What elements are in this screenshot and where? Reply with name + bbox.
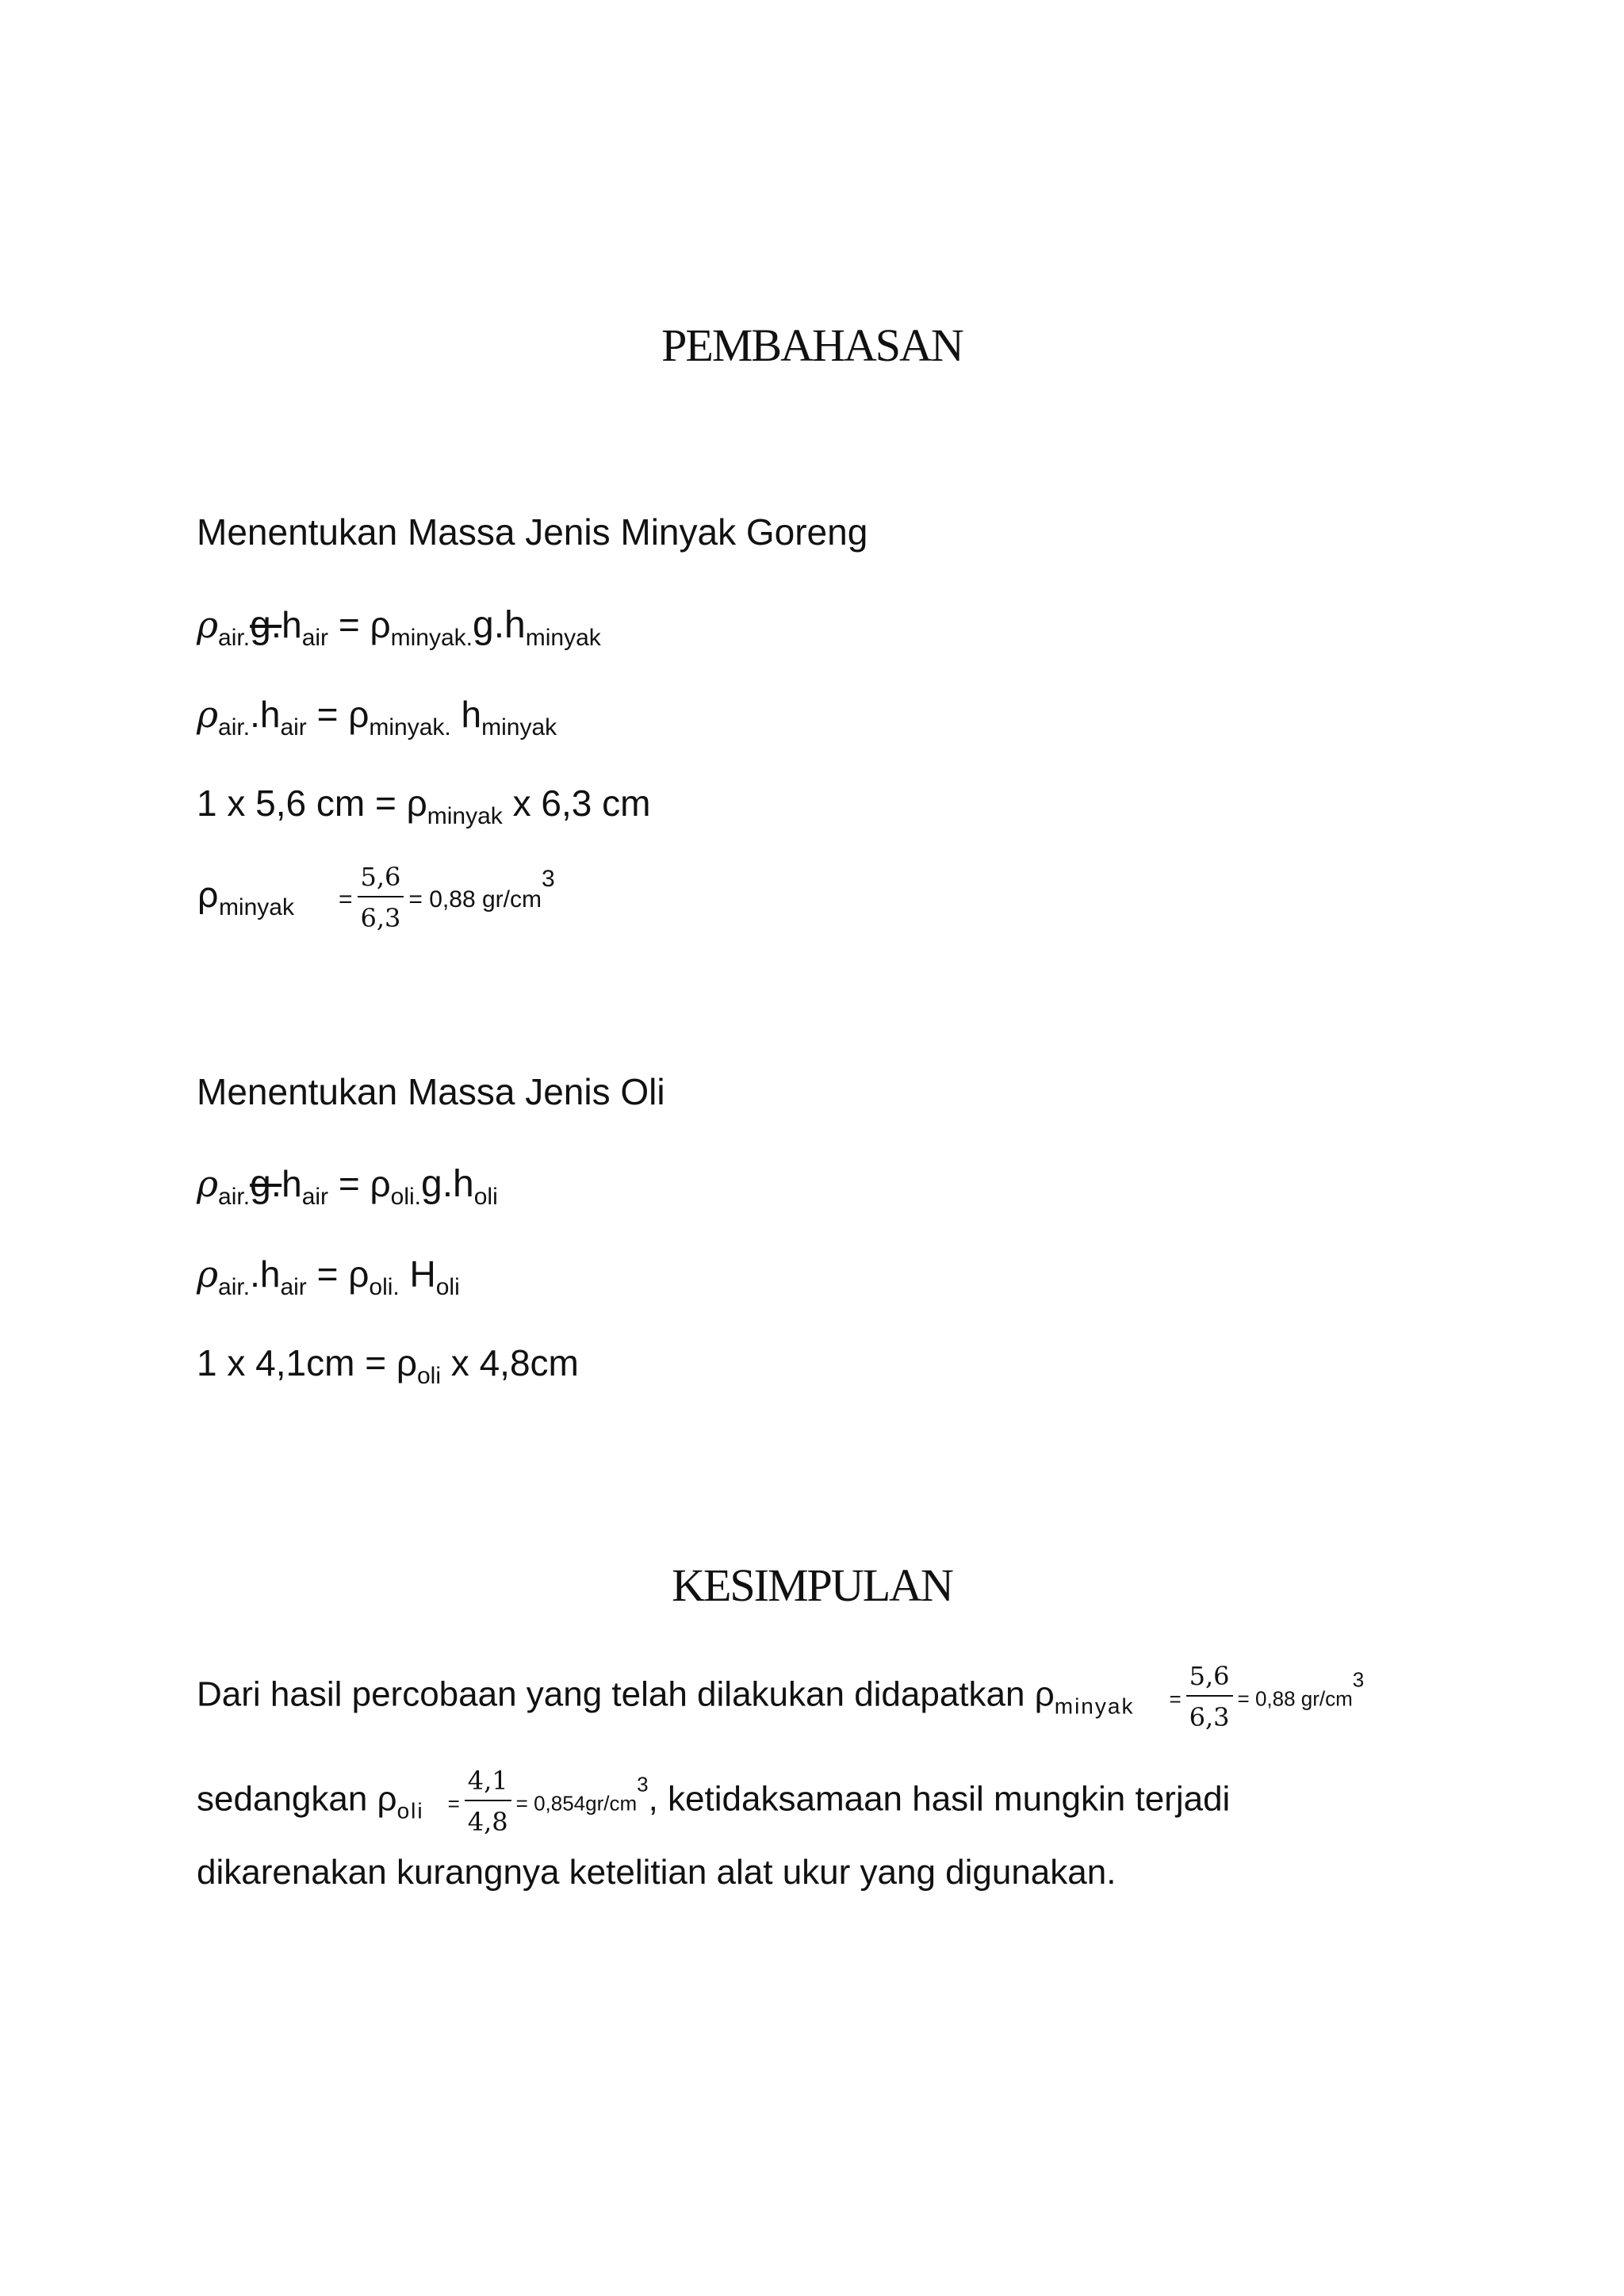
- section-title-pembahasan: PEMBAHASAN: [661, 320, 963, 371]
- conclusion-text: sedangkan ρ: [197, 1779, 397, 1819]
- equals-rho: = ρ: [328, 604, 391, 645]
- subscript: air: [280, 1274, 307, 1300]
- equation-text: x 4,8cm: [441, 1342, 579, 1383]
- exponent: 3: [541, 866, 555, 893]
- numerator: 4,1: [465, 1768, 511, 1801]
- conclusion-line-2: [197, 1768, 1434, 1835]
- equation-oli-3: [197, 1342, 579, 1389]
- cancelled-g: g.: [250, 1163, 282, 1205]
- subscript: oli.: [369, 1274, 400, 1300]
- exponent: 3: [1352, 1667, 1365, 1692]
- subscript: minyak: [1054, 1693, 1135, 1719]
- equals-sign: =: [1169, 1686, 1182, 1711]
- equals-rho: = ρ: [306, 1253, 370, 1295]
- equation-text: 1 x 4,1cm = ρ: [197, 1342, 417, 1383]
- equation-minyak-2: [197, 693, 557, 740]
- subscript: air: [280, 714, 307, 740]
- fraction: [358, 864, 404, 931]
- fraction: [465, 1768, 511, 1835]
- h-symbol: h: [282, 604, 302, 645]
- g-h-symbol: g.h: [473, 604, 526, 646]
- subscript: air.: [218, 714, 251, 740]
- equation-minyak-4: [197, 864, 555, 931]
- conclusion-text: , ketidaksamaan hasil mungkin terjadi: [648, 1779, 1231, 1819]
- equation-minyak-3: [197, 785, 650, 828]
- section-title-kesimpulan: KESIMPULAN: [672, 1559, 952, 1611]
- subscript: air: [301, 1184, 329, 1210]
- numerator: 5,6: [1186, 1663, 1233, 1697]
- equals-sign: =: [447, 1791, 460, 1816]
- rho-symbol: ρ: [197, 1162, 219, 1205]
- conclusion-line-3: dikarenakan kurangnya ketelitian alat ukur yang digunakan.: [197, 1853, 1116, 1892]
- subscript: minyak.: [390, 625, 473, 651]
- equals-rho: = ρ: [306, 694, 370, 735]
- equals-sign: =: [338, 886, 353, 913]
- result: = 0,88 gr/cm: [408, 886, 542, 913]
- subscript: air.: [218, 1184, 251, 1210]
- equation-text: x 6,3 cm: [502, 783, 651, 824]
- conclusion-text: Dari hasil percobaan yang telah dilakukan didapatkan ρ: [197, 1674, 1055, 1714]
- rho-symbol: ρ: [197, 875, 219, 916]
- h-symbol: h: [282, 1163, 302, 1204]
- conclusion-line-1: [197, 1663, 1434, 1730]
- numerator: 5,6: [358, 864, 404, 897]
- cancelled-g: g.: [250, 604, 282, 646]
- subscript: air: [301, 625, 329, 651]
- denominator: 6,3: [1189, 1702, 1230, 1732]
- rho-symbol: ρ: [197, 693, 219, 736]
- equation-oli-2: [197, 1253, 460, 1300]
- equation-oli-1: [197, 1162, 498, 1210]
- h-symbol: h: [450, 694, 482, 735]
- subscript: minyak: [481, 714, 557, 740]
- equation-text: 1 x 5,6 cm = ρ: [197, 783, 427, 824]
- equation-minyak-1: [197, 603, 601, 651]
- rho-symbol: ρ: [197, 1253, 219, 1295]
- h-symbol: .h: [250, 694, 281, 735]
- rho-symbol: ρ: [197, 603, 219, 646]
- denominator: 6,3: [360, 903, 401, 933]
- heading-oli: Menentukan Massa Jenis Oli: [197, 1071, 665, 1112]
- subscript: oli: [417, 1363, 442, 1389]
- subscript: oli: [396, 1798, 424, 1823]
- exponent: 3: [637, 1772, 649, 1797]
- subscript: air.: [218, 1274, 251, 1300]
- denominator: 4,8: [467, 1807, 508, 1837]
- subscript: minyak.: [369, 714, 451, 740]
- h-symbol: .h: [250, 1253, 281, 1295]
- g-h-symbol: g.h: [421, 1163, 474, 1205]
- equals-rho: = ρ: [328, 1163, 391, 1204]
- subscript: minyak: [427, 803, 503, 829]
- subscript: minyak: [218, 894, 294, 921]
- heading-minyak: Menentukan Massa Jenis Minyak Goreng: [197, 511, 868, 553]
- result: = 0,854gr/cm: [515, 1791, 638, 1816]
- fraction: [1186, 1663, 1233, 1730]
- subscript: oli: [473, 1184, 498, 1210]
- h-symbol: H: [399, 1253, 436, 1295]
- subscript: oli.: [390, 1184, 421, 1210]
- result: = 0,88 gr/cm: [1237, 1686, 1353, 1711]
- subscript: oli: [435, 1274, 460, 1300]
- subscript: minyak: [525, 625, 601, 651]
- subscript: air.: [218, 625, 251, 651]
